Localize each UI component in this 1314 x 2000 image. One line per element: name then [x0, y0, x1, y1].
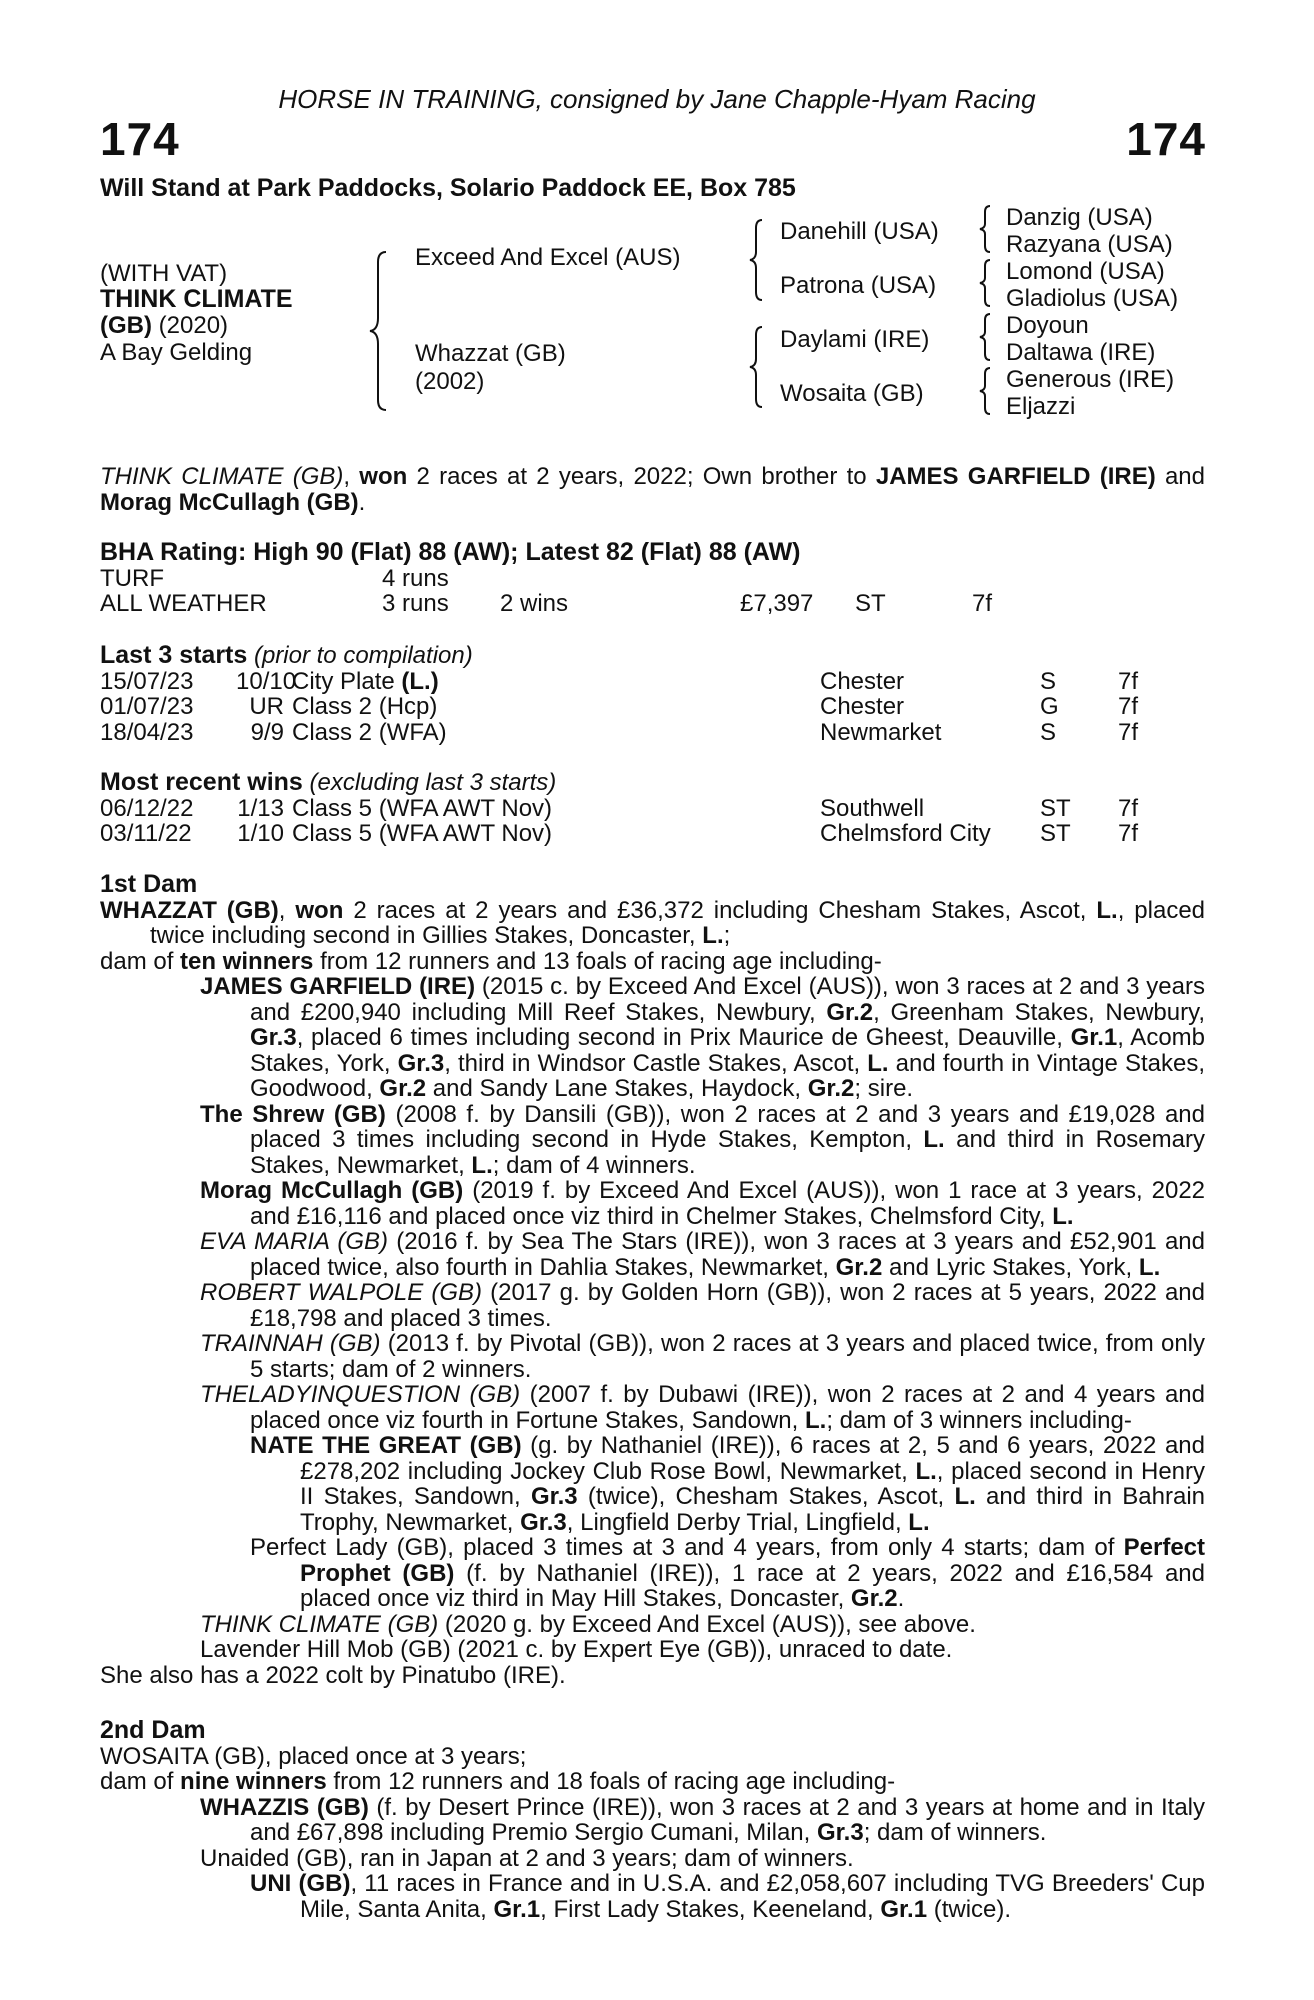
recent-win-row: 06/12/22 1/13 Class 5 (WFA AWT Nov) Southwell ST 7f	[100, 794, 1139, 822]
second-dam-section	[100, 1718, 1205, 1922]
pedigree-sire-brace	[750, 218, 770, 302]
first-dam-section	[100, 872, 1205, 1688]
brace-sd	[980, 258, 996, 308]
pedigree-dam-brace	[750, 325, 770, 409]
second-dam-produce-intro: dam of nine winners from 12 runners and 18 foals of racing age including-	[100, 1768, 896, 1795]
horse-year: (2020)	[151, 312, 229, 339]
first-dam-produce-intro: dam of ten winners from 12 runners and 13 foals of racing age including-	[100, 947, 882, 975]
produce-unaided: Unaided (GB), ran in Japan at 2 and 3 years; dam of winners.	[200, 1844, 854, 1872]
pedigree-dds: Generous (IRE)	[1006, 366, 1175, 393]
pedigree-dsd: Daltawa (IRE)	[1006, 339, 1156, 366]
last-start-row: 15/07/23 10/10 City Plate (L.) Chester S 7f	[100, 667, 1139, 695]
produce-nate-the-great: NATE THE GREAT (GB) (g. by Nathaniel (IRE)), 6 races at 2, 5 and 6 years, 2022 and £278,202 including Jockey Club Rose Bowl, Newmarket, L., placed second in Henry II Stakes, Sandown, Gr.3 (twice), Chesham Stakes, Ascot, L. and third in Bahrain Trophy, Newmarket, Gr.3, Lingfield Derby Trial, Lingfield, L.	[250, 1432, 1206, 1536]
first-dam-record: WHAZZAT (GB), won 2 races at 2 years and £36,372 including Chesham Stakes, Ascot, L., placed twice including second in Gillies Stakes, Doncaster, L.;	[100, 896, 1206, 949]
last-start-row: 01/07/23 UR Class 2 (Hcp) Chester G 7f	[100, 693, 1139, 720]
pedigree-dam-sire: Daylami (IRE)	[780, 326, 930, 353]
rating-row-turf: TURF 4 runs	[100, 564, 449, 592]
last-starts-heading: Last 3 starts (prior to compilation)	[100, 641, 473, 669]
first-dam-heading: 1st Dam	[100, 870, 198, 898]
produce-robert-walpole: ROBERT WALPOLE (GB) (2017 g. by Golden Horn (GB)), won 2 races at 5 years, 2022 and £18,798 and placed 3 times.	[200, 1279, 1205, 1332]
second-dam-heading: 2nd Dam	[100, 1716, 206, 1744]
last-start-row: 18/04/23 9/9 Class 2 (WFA) Newmarket S 7f	[100, 718, 1139, 746]
summary-paragraph: THINK CLIMATE (GB), won 2 races at 2 years, 2022; Own brother to JAMES GARFIELD (IRE) and Morag McCullagh (GB).	[100, 463, 1205, 516]
produce-uni: UNI (GB), 11 races in France and in U.S.A. and £2,058,607 including TVG Breeders' Cup Mile, Santa Anita, Gr.1, First Lady Stakes, Keeneland, Gr.1 (twice).	[250, 1870, 1206, 1923]
produce-trainnah: TRAINNAH (GB) (2013 f. by Pivotal (GB)), won 2 races at 3 years and placed twice, from only 5 starts; dam of 2 winners.	[200, 1330, 1205, 1383]
pedigree-sds: Lomond (USA)	[1006, 258, 1165, 285]
pedigree-sire: Exceed And Excel (AUS)	[415, 244, 681, 271]
produce-theladyinquestion: THELADYINQUESTION (GB) (2007 f. by Dubawi (IRE)), won 2 races at 2 and 4 years and placed once viz fourth in Fortune Stakes, Sandown, L.; dam of 3 winners including-	[200, 1381, 1205, 1434]
produce-morag-mccullagh: Morag McCullagh (GB) (2019 f. by Exceed And Excel (AUS)), won 1 race at 3 years, 2022 and £16,116 and placed once viz third in Chelmer Stakes, Chelmsford City, L.	[200, 1177, 1206, 1230]
produce-the-shrew: The Shrew (GB) (2008 f. by Dansili (GB)), won 2 races at 2 and 3 years and £19,028 and placed 3 times including second in Hyde Stakes, Kempton, L. and third in Rosemary Stakes, Newmarket, L.; dam of 4 winners.	[200, 1100, 1205, 1179]
rating-heading: BHA Rating: High 90 (Flat) 88 (AW); Latest 82 (Flat) 88 (AW)	[100, 538, 801, 566]
first-dam-colt-note: She also has a 2022 colt by Pinatubo (IRE).	[100, 1661, 566, 1689]
lot-number-right: 174	[1126, 113, 1206, 165]
pedigree-ddd: Eljazzi	[1006, 393, 1076, 420]
lot-number-left: 174	[100, 113, 180, 165]
horse-country: (GB)	[100, 312, 152, 339]
pedigree-main-brace	[370, 250, 400, 412]
pedigree-ssd: Razyana (USA)	[1006, 231, 1173, 258]
produce-think-climate: THINK CLIMATE (GB) (2020 g. by Exceed And Excel (AUS)), see above.	[200, 1610, 976, 1638]
pedigree-dss: Doyoun	[1006, 312, 1089, 339]
rating-section	[100, 540, 1205, 617]
vat-label: (WITH VAT)	[100, 260, 228, 287]
produce-james-garfield: JAMES GARFIELD (IRE) (2015 c. by Exceed And Excel (AUS)), won 3 races at 2 and 3 years and £200,940 including Mill Reef Stakes, Newbury, Gr.2, Greenham Stakes, Newbury, Gr.3, placed 6 times including second in Prix Maurice de Gheest, Deauville, Gr.1, Acomb Stakes, York, Gr.3, third in Windsor Castle Stakes, Ascot, L. and fourth in Vintage Stakes, Goodwood, Gr.2 and Sandy Lane Stakes, Haydock, Gr.2; sire.	[200, 973, 1206, 1102]
stand-location: Will Stand at Park Paddocks, Solario Paddock EE, Box 785	[100, 174, 796, 202]
horse-country-year	[100, 312, 228, 340]
pedigree-sdd: Gladiolus (USA)	[1006, 285, 1179, 312]
second-dam-record: WOSAITA (GB), placed once at 3 years;	[100, 1742, 527, 1770]
recent-wins-section	[100, 770, 1205, 847]
recent-win-row: 03/11/22 1/10 Class 5 (WFA AWT Nov) Chelmsford City ST 7f	[100, 820, 1139, 847]
brace-ss	[980, 204, 996, 254]
pedigree-sire-sire: Danehill (USA)	[780, 218, 939, 245]
pedigree-sire-dam: Patrona (USA)	[780, 272, 937, 299]
rating-row-aw: ALL WEATHER 3 runs 2 wins £7,397 ST 7f	[100, 590, 993, 617]
last-starts-section	[100, 643, 1205, 745]
produce-perfect-lady: Perfect Lady (GB), placed 3 times at 3 and 4 years, from only 4 starts; dam of Perfect Prophet (GB) (f. by Nathaniel (IRE)), 1 race at 2 years, 2022 and £16,584 and placed once viz third in May Hill Stakes, Doncaster, Gr.2.	[250, 1534, 1205, 1612]
pedigree-dam-year: (2002)	[415, 368, 485, 395]
horse-description: A Bay Gelding	[100, 339, 253, 366]
consignor-line: HORSE IN TRAINING, consigned by Jane Chapple-Hyam Racing	[278, 84, 1036, 114]
brace-ds	[980, 312, 996, 362]
recent-wins-heading: Most recent wins (excluding last 3 starts)	[100, 768, 557, 796]
pedigree-dam-dam: Wosaita (GB)	[780, 380, 924, 407]
brace-dd	[980, 366, 996, 416]
produce-eva-maria: EVA MARIA (GB) (2016 f. by Sea The Stars (IRE)), won 3 races at 3 years and £52,901 and placed twice, also fourth in Dahlia Stakes, Newmarket, Gr.2 and Lyric Stakes, York, L.	[200, 1228, 1206, 1281]
produce-whazzis: WHAZZIS (GB) (f. by Desert Prince (IRE)), won 3 races at 2 and 3 years at home and in Italy and £67,898 including Premio Sergio Cumani, Milan, Gr.3; dam of winners.	[200, 1793, 1205, 1846]
pedigree-sss: Danzig (USA)	[1006, 204, 1153, 231]
produce-lavender-hill-mob: Lavender Hill Mob (GB) (2021 c. by Expert Eye (GB)), unraced to date.	[200, 1636, 953, 1663]
pedigree-dam: Whazzat (GB)	[415, 340, 566, 367]
horse-name: THINK CLIMATE	[100, 285, 293, 313]
